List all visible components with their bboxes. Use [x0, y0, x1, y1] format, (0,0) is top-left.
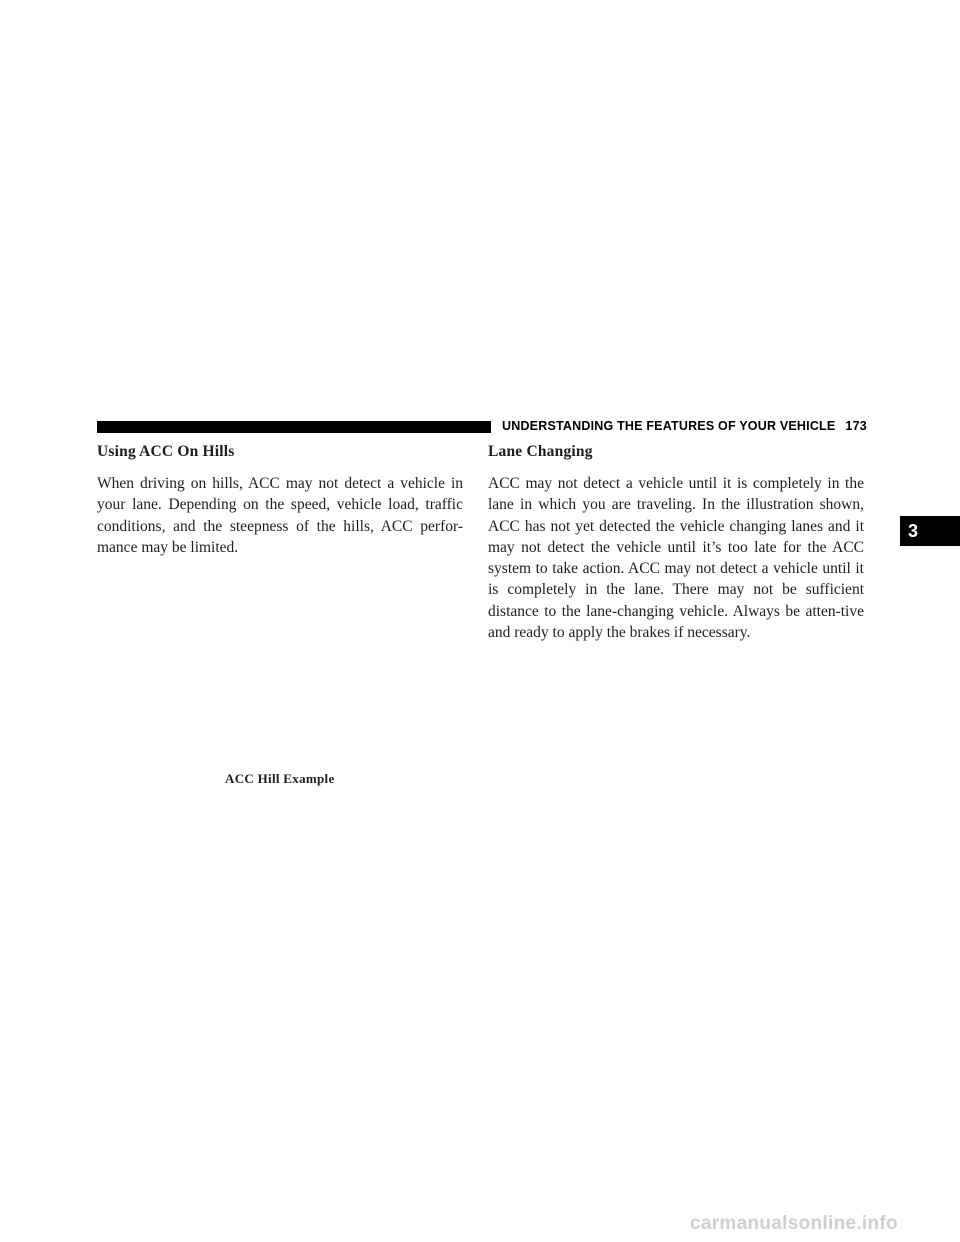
running-header [502, 418, 867, 434]
chapter-tab: 3 [900, 516, 960, 546]
watermark: carmanualsonline.info [690, 1213, 898, 1234]
section-heading-lane-changing: Lane Changing [488, 443, 593, 460]
page-number: 173 [845, 419, 867, 433]
header-title: UNDERSTANDING THE FEATURES OF YOUR VEHICLE [502, 419, 836, 433]
section-heading-hills: Using ACC On Hills [97, 443, 235, 460]
right-column [488, 443, 864, 643]
figure-caption: ACC Hill Example [225, 771, 335, 786]
section-paragraph-lane-changing: ACC may not detect a vehicle until it is completely in the lane in which you are traveling. In the illustration shown, ACC has not yet detected the vehicle changing lanes and it may not detect the vehicle until it’s too late for the ACC system to take action. ACC may not detect a vehicle until it is completely in the lane. There may not be sufficient distance to the lane-changing vehicle. Always be atten-tive and ready to apply the brakes if necessary. [488, 475, 864, 642]
header-rule-bar [97, 421, 491, 433]
section-paragraph-hills: When driving on hills, ACC may not detect a vehicle in your lane. Depending on the speed, vehicle load, traffic conditions, and the steepness of the hills, ACC perfor-mance may be limited. [97, 475, 463, 556]
left-column [97, 443, 463, 558]
